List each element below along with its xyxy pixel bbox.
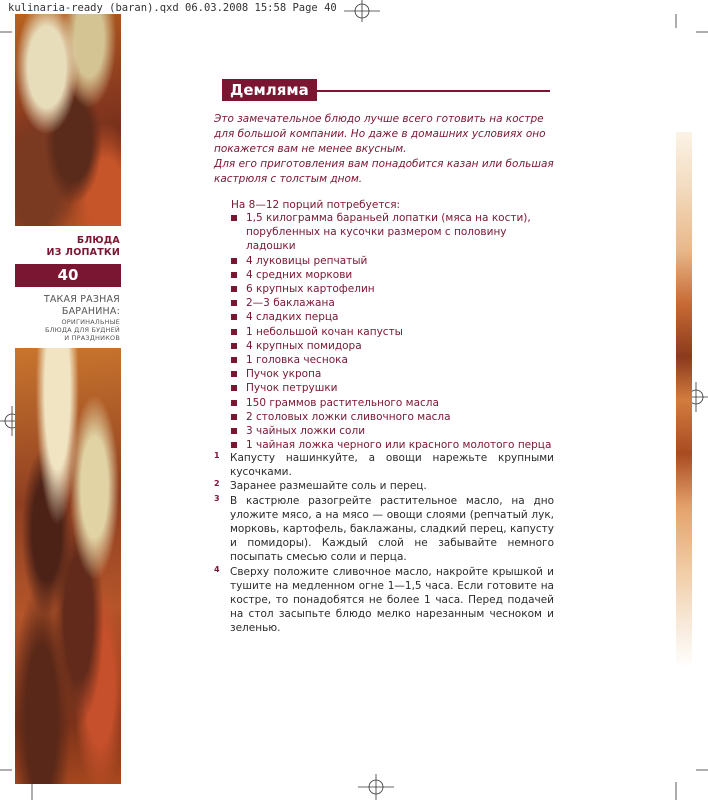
book-subtitle-line3: И ПРАЗДНИКОВ <box>64 334 120 342</box>
ingredient-text: Пучок укропа <box>246 368 322 381</box>
recipe-step <box>214 451 554 479</box>
crop-mark-top-right <box>668 0 708 40</box>
bullet-square-icon <box>231 300 237 306</box>
ingredient-item <box>231 296 553 310</box>
print-slug: kulinaria-ready (baran).qxd 06.03.2008 15:58 Page 40 <box>8 2 337 14</box>
bullet-square-icon <box>231 428 237 434</box>
step-number: 1 <box>214 451 220 460</box>
bullet-square-icon <box>231 414 237 420</box>
recipe-step <box>214 479 554 493</box>
step-text: Капусту нашинкуйте, а овощи нарежьте крупными кусочками. <box>230 452 554 479</box>
recipe-title: Демляма <box>222 79 317 101</box>
book-title-line1: ТАКАЯ РАЗНАЯ <box>43 294 120 305</box>
ingredient-item <box>231 211 553 254</box>
ingredient-text: 4 средних моркови <box>246 268 353 281</box>
bullet-square-icon <box>231 329 237 335</box>
bullet-square-icon <box>231 215 237 221</box>
section-label <box>10 235 120 259</box>
ingredient-item <box>231 424 553 438</box>
bullet-square-icon <box>231 314 237 320</box>
food-photo-top <box>15 14 121 226</box>
step-text: Сверху положите сливочное масло, накройте крышкой и тушите на медленном огне 1—1,5 часа. Если готовите на костре, то понадобятся не более 1 часа. Перед подачей на стол засыпьте блюдо мелко нарезанным чесноком и зеленью. <box>230 565 554 635</box>
ingredient-item <box>231 353 553 367</box>
bullet-square-icon <box>231 371 237 377</box>
section-label-line2: ИЗ ЛОПАТКИ <box>46 247 120 258</box>
step-number: 4 <box>214 564 220 574</box>
ingredient-item <box>231 410 553 424</box>
ingredient-text: 4 луковицы репчатый <box>246 254 368 267</box>
food-photo-bottom <box>15 348 121 784</box>
ingredient-item <box>231 268 553 282</box>
servings-line: На 8—12 порций потребуется: <box>231 199 401 211</box>
ingredient-text: 3 чайных ложки соли <box>246 425 366 438</box>
ingredient-item <box>231 282 553 296</box>
bullet-square-icon <box>231 400 237 406</box>
ingredient-text: 1 чайная ложка черного или красного молотого перца <box>246 439 552 452</box>
recipe-step <box>214 494 554 565</box>
bullet-square-icon <box>231 357 237 363</box>
bullet-square-icon <box>231 258 237 264</box>
ingredient-item <box>231 367 553 381</box>
registration-mark-top <box>340 0 384 22</box>
book-subtitle-line1: ОРИГИНАЛЬНЫЕ <box>61 318 120 326</box>
ingredient-text: Пучок петрушки <box>246 382 338 395</box>
ingredient-text: 4 сладких перца <box>246 311 339 324</box>
title-rule <box>316 90 550 92</box>
step-text: В кастрюле разогрейте растительное масло, на дно уложите мясо, а на мясо — овощи слоями (репчатый лук, морковь, картофель, баклажаны, сладкий перец, капусту и помидоры). Каждый слой не забывайте немного посыпать смесью соли и перца. <box>230 494 554 564</box>
ingredient-text: 1,5 килограмма бараньей лопатки (мяса на кости), порубленных на кусочки размером с половину ладошки <box>246 212 531 253</box>
food-photo-right-edge <box>676 132 692 668</box>
registration-mark-bottom <box>354 774 398 800</box>
ingredient-item <box>231 339 553 353</box>
ingredient-text: 1 головка чеснока <box>246 354 348 367</box>
ingredient-item <box>231 396 553 410</box>
ingredient-item <box>231 310 553 324</box>
bullet-square-icon <box>231 385 237 391</box>
ingredient-text: 4 крупных помидора <box>246 339 362 352</box>
intro-paragraph: Это замечательное блюдо лучше всего готовить на костре для большой компании. Но даже в домашних условиях оно покажется вам не менее вкусным. <box>214 113 546 155</box>
bullet-square-icon <box>231 343 237 349</box>
recipe-step <box>214 565 554 636</box>
ingredient-item <box>231 254 553 268</box>
book-title <box>10 294 120 342</box>
section-label-line1: БЛЮДА <box>76 235 120 246</box>
ingredient-text: 150 граммов растительного масла <box>246 396 439 409</box>
ingredient-text: 2 столовых ложки сливочного масла <box>246 410 451 423</box>
step-text: Заранее размешайте соль и перец. <box>230 480 427 493</box>
recipe-steps <box>214 451 554 636</box>
step-number: 2 <box>214 479 220 489</box>
book-subtitle-line2: БЛЮДА ДЛЯ БУДНЕЙ <box>44 326 120 334</box>
bullet-square-icon <box>231 442 237 448</box>
crop-mark-bottom-right <box>668 760 708 800</box>
ingredient-item <box>231 381 553 395</box>
intro-paragraph: Для его приготовления вам понадобится казан или большая кастрюля с толстым дном. <box>214 158 554 185</box>
ingredient-text: 2—3 баклажана <box>246 297 335 310</box>
bullet-square-icon <box>231 286 237 292</box>
ingredient-item <box>231 325 553 339</box>
book-title-line2: БАРАНИНА: <box>61 306 120 317</box>
bullet-square-icon <box>231 272 237 278</box>
ingredient-text: 6 крупных картофелин <box>246 283 375 296</box>
ingredient-text: 1 небольшой кочан капусты <box>246 325 403 338</box>
ingredient-list <box>231 211 553 452</box>
step-number: 3 <box>214 493 220 503</box>
recipe-intro <box>214 112 554 187</box>
page-number: 40 <box>15 264 121 287</box>
